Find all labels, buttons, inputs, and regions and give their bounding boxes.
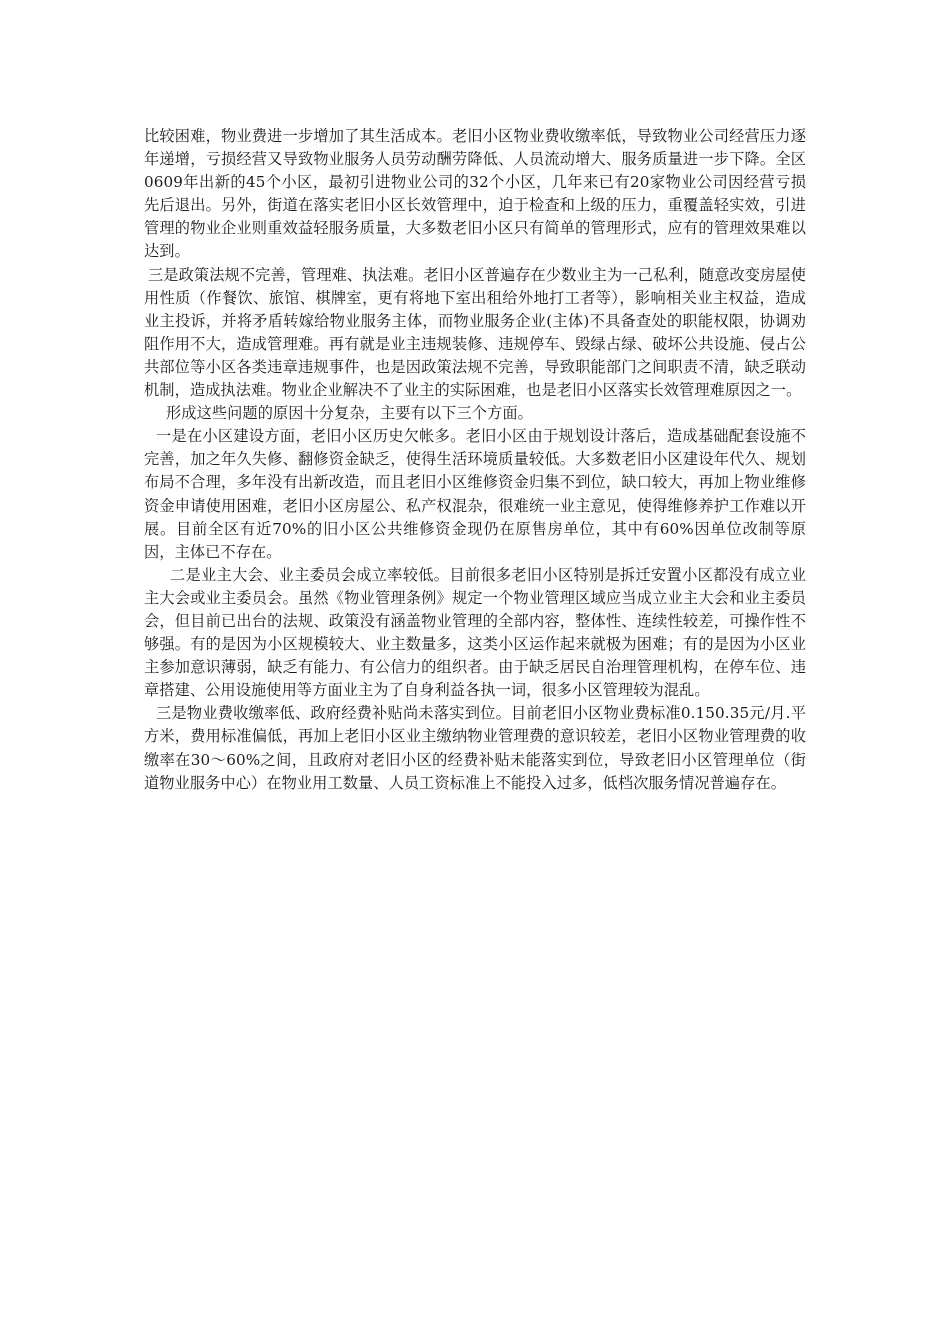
paragraph-construction-history: 一是在小区建设方面，老旧小区历史欠帐多。老旧小区由于规划设计落后，造成基础配套设施不完善，加之年久失修、翻修资金缺乏，使得生活环境质量较低。大多数老旧小区建设年代久、规划布局不合理，多年没有出新改造，而且老旧小区维修资金归集不到位，缺口较大，再加上物业维修资金申请使用困难，老旧小区房屋公、私产权混杂，很难统一业主意见，使得维修养护工作难以开展。目前全区有近70%的旧小区公共维修资金现仍在原售房单位，其中有60%因单位改制等原因，主体已不存在。 (144, 427, 806, 561)
paragraph-causes-intro: 形成这些问题的原因十分复杂，主要有以下三个方面。 (166, 404, 533, 423)
paragraph-owners-committee: 二是业主大会、业主委员会成立率较低。目前很多老旧小区特别是拆迁安置小区都没有成立业主大会或业主委员会。虽然《物业管理条例》规定一个物业管理区域应当成立业主大会和业主委员会，但目前已出台的法规、政策没有涵盖物业管理的全部内容，整体性、连续性较差，可操作性不够强。有的是因为小区规模较大、业主数量多，这类小区运作起来就极为困难；有的是因为小区业主参加意识薄弱，缺乏有能力、有公信力的组织者。由于缺乏居民自治理管理机构，在停车位、违章搭建、公用设施使用等方面业主为了自身利益各执一词，很多小区管理较为混乱。 (144, 565, 806, 700)
paragraph-living-cost: 比较困难，物业费进一步增加了其生活成本。老旧小区物业费收缴率低，导致物业公司经营压力逐年递增，亏损经营又导致物业服务人员劳动酬劳降低、人员流动增大、服务质量进一步下降。全区0609年出新的45个小区，最初引进物业公司的32个小区，几年来已有20家物业公司因经营亏损先后退出。另外，街道在落实老旧小区长效管理中，迫于检查和上级的压力，重覆盖轻实效，引进管理的物业企业则重效益轻服务质量，大多数老旧小区只有简单的管理形式，应有的管理效果难以达到。 (144, 127, 806, 261)
paragraph-fee-collection: 三是物业费收缴率低、政府经费补贴尚未落实到位。目前老旧小区物业费标准0.150.35元/月.平方米，费用标准偏低，再加上老旧小区业主缴纳物业管理费的意识较差，老旧小区物业管理费的收缴率在30～60%之间，且政府对老旧小区的经费补贴未能落实到位，导致老旧小区管理单位（街道物业服务中心）在物业用工数量、人员工资标准上不能投入过多，低档次服务情况普遍存在。 (144, 704, 806, 792)
document-body (144, 125, 806, 795)
paragraph-policy-regulation: 三是政策法规不完善，管理难、执法难。老旧小区普遍存在少数业主为一己私利，随意改变房屋使用性质（作餐饮、旅馆、棋牌室，更有将地下室出租给外地打工者等），影响相关业主权益，造成业主投诉，并将矛盾转嫁给物业服务主体，而物业服务企业(主体)不具备查处的职能权限，协调劝阻作用不大，造成管理难。再有就是业主违规装修、违规停车、毁绿占绿、破坏公共设施、侵占公共部位等小区各类违章违规事件，也是因政策法规不完善，导致职能部门之间职责不清，缺乏联动机制，造成执法难。物业企业解决不了业主的实际困难，也是老旧小区落实长效管理难原因之一。 (144, 265, 806, 400)
